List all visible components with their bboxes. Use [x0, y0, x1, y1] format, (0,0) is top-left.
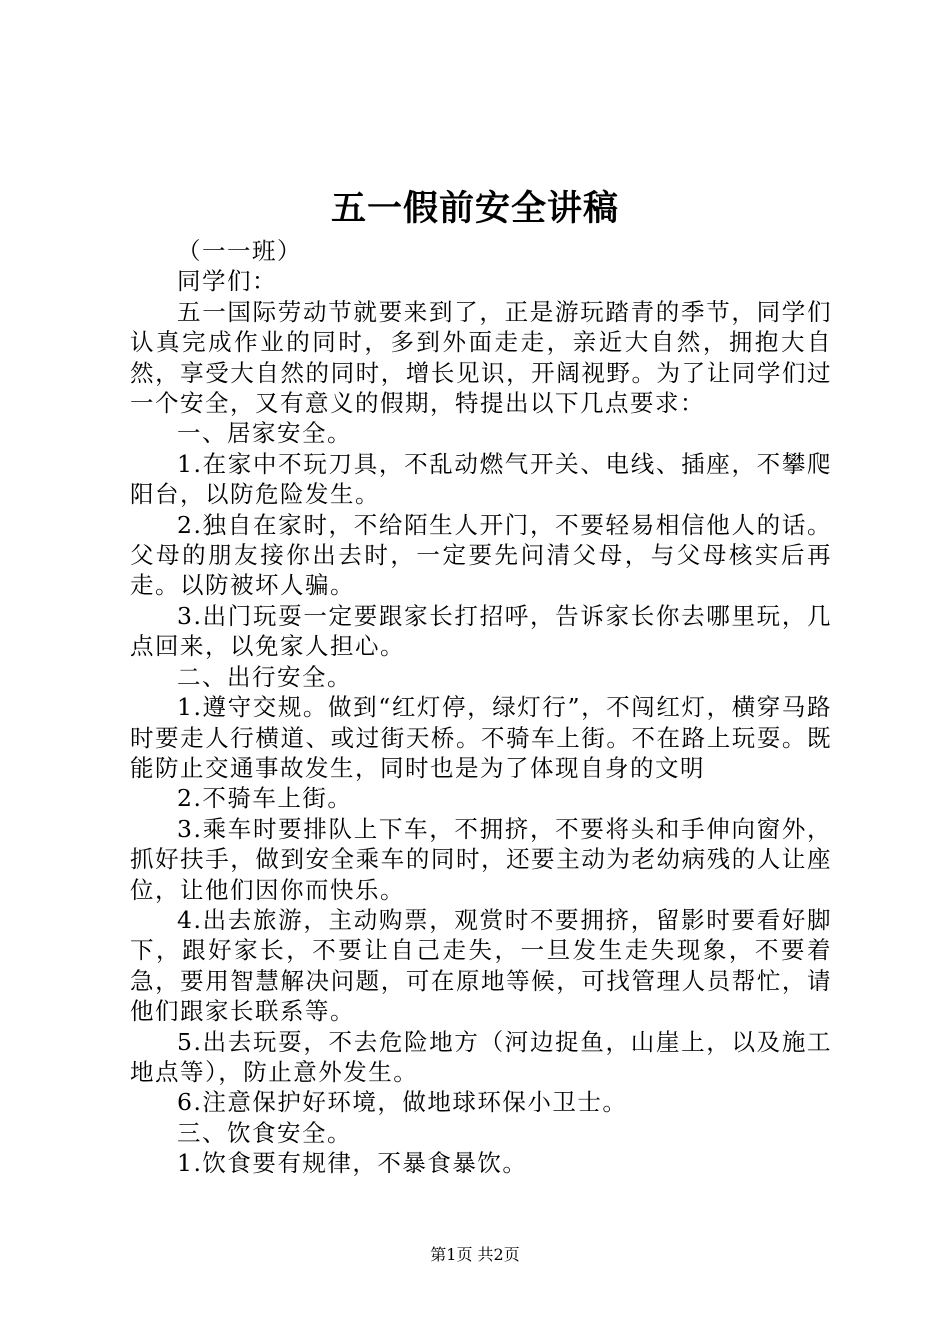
section-heading-travel-safety: 二、出行安全。 [177, 662, 352, 691]
section-heading-food-safety: 三、饮食安全。 [177, 1118, 352, 1147]
travel-safety-item-3: 3.乘车时要排队上下车，不拥挤，不要将头和手伸向窗外，抓好扶手，做到安全乘车的同时，还要主动为老幼病残的人让座位，让他们因你而快乐。 [130, 814, 832, 904]
food-safety-item-1: 1.饮食要有规律，不暴食暴饮。 [177, 1149, 528, 1178]
section-heading-home-safety: 一、居家安全。 [177, 419, 352, 448]
document-body [130, 236, 832, 1179]
travel-safety-item-4: 4.出去旅游，主动购票，观赏时不要拥挤，留影时要看好脚下，跟好家长，不要让自己走失，一旦发生走失现象，不要着急，要用智慧解决问题，可在原地等候，可找管理人员帮忙，请他们跟家长联系等。 [130, 905, 832, 1026]
travel-safety-item-5: 5.出去玩耍，不去危险地方（河边捉鱼，山崖上，以及施工地点等），防止意外发生。 [130, 1027, 832, 1086]
intro-paragraph: 五一国际劳动节就要来到了，正是游玩踏青的季节，同学们认真完成作业的同时，多到外面走走，亲近大自然，拥抱大自然，享受大自然的同时，增长见识，开阔视野。为了让同学们过一个安全，又有意义的假期，特提出以下几点要求： [130, 297, 832, 418]
home-safety-item-2: 2.独自在家时，不给陌生人开门，不要轻易相信他人的话。父母的朋友接你出去时，一定要先问清父母，与父母核实后再走。以防被坏人骗。 [130, 510, 832, 600]
home-safety-item-3: 3.出门玩耍一定要跟家长打招呼，告诉家长你去哪里玩，几点回来，以免家人担心。 [130, 601, 832, 661]
travel-safety-item-6: 6.注意保护好环境，做地球环保小卫士。 [177, 1088, 628, 1117]
home-safety-item-1: 1.在家中不玩刀具，不乱动燃气开关、电线、插座，不攀爬阳台，以防危险发生。 [130, 449, 832, 509]
salutation: 同学们： [177, 267, 277, 296]
travel-safety-item-2: 2.不骑车上街。 [177, 784, 353, 813]
travel-safety-item-1: 1.遵守交规。做到“红灯停，绿灯行”，不闯红灯，横穿马路时要走人行横道、或过街天桥。不骑车上街。不在路上玩耍。既能防止交通事故发生，同时也是为了体现自身的文明 [130, 693, 832, 782]
page-number-footer: 第1页 共2页 [430, 1245, 520, 1264]
class-label: （一一班） [177, 237, 302, 265]
page-title: 五一假前安全讲稿 [330, 188, 619, 229]
